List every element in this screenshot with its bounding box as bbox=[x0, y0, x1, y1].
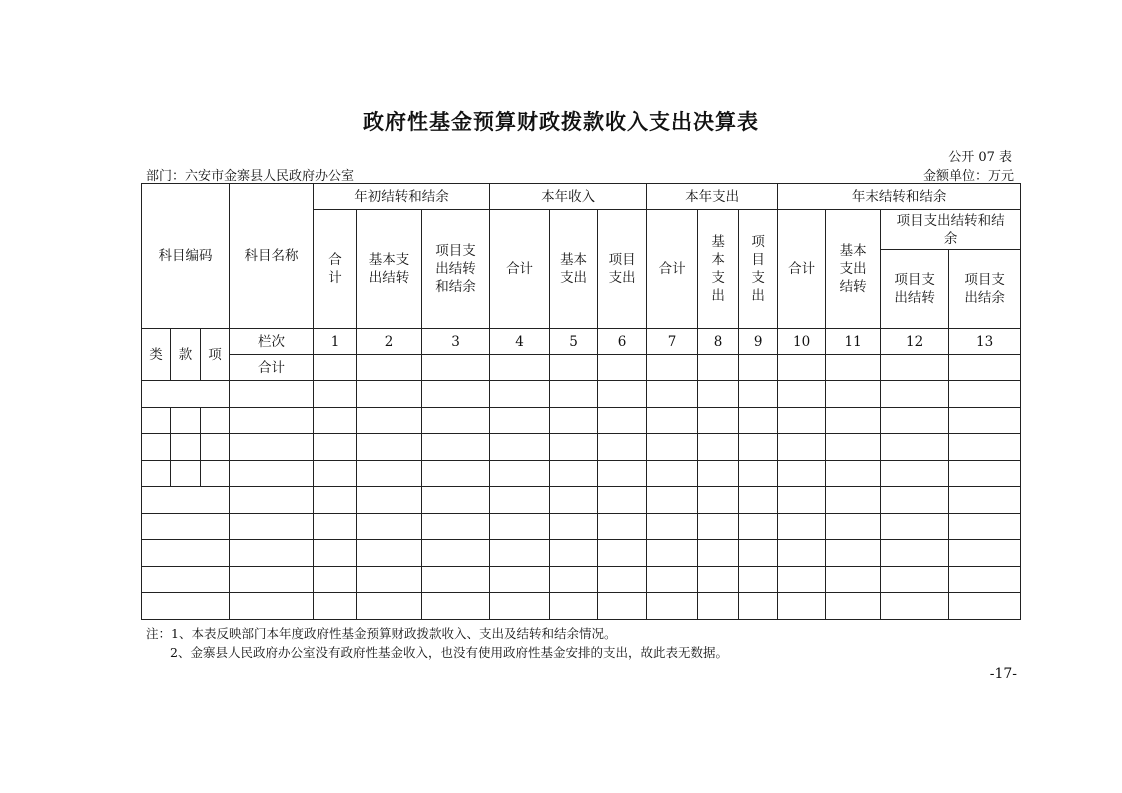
table-cell bbox=[647, 408, 698, 434]
table-cell bbox=[698, 355, 739, 381]
table-cell bbox=[550, 514, 598, 540]
table-cell bbox=[778, 567, 826, 593]
table-cell bbox=[422, 381, 490, 408]
col-header-end-total: 合计 bbox=[778, 210, 826, 329]
group-end-balance: 年末结转和结余 bbox=[778, 184, 1021, 210]
table-cell bbox=[201, 408, 230, 434]
col-header-begin-total: 合 计 bbox=[314, 210, 357, 329]
group-current-income: 本年收入 bbox=[490, 184, 647, 210]
column-number: 4 bbox=[490, 329, 550, 355]
table-cell bbox=[647, 593, 698, 620]
table-cell bbox=[778, 381, 826, 408]
table-cell bbox=[881, 540, 949, 567]
table-cell bbox=[826, 461, 881, 487]
column-number: 5 bbox=[550, 329, 598, 355]
table-cell bbox=[698, 540, 739, 567]
code-part-class: 类 bbox=[142, 329, 171, 381]
table-cell bbox=[881, 408, 949, 434]
table-cell bbox=[490, 593, 550, 620]
table-row bbox=[142, 540, 1021, 567]
table-row bbox=[142, 514, 1021, 540]
table-cell bbox=[490, 381, 550, 408]
table-cell bbox=[739, 514, 778, 540]
table-cell bbox=[142, 434, 171, 461]
table-cell bbox=[230, 434, 314, 461]
column-number: 2 bbox=[357, 329, 422, 355]
table-cell bbox=[422, 487, 490, 514]
table-cell bbox=[230, 514, 314, 540]
table-row bbox=[142, 461, 1021, 487]
table-cell bbox=[949, 593, 1021, 620]
table-cell bbox=[422, 434, 490, 461]
department-label: 部门：六安市金寨县人民政府办公室 bbox=[146, 169, 355, 184]
table-cell bbox=[550, 461, 598, 487]
table-cell bbox=[490, 514, 550, 540]
table-cell bbox=[171, 408, 201, 434]
col-header-income-project: 项目 支出 bbox=[598, 210, 647, 329]
table-cell bbox=[490, 461, 550, 487]
column-number: 10 bbox=[778, 329, 826, 355]
table-cell bbox=[422, 567, 490, 593]
column-number: 6 bbox=[598, 329, 647, 355]
table-cell bbox=[142, 514, 230, 540]
table-cell bbox=[739, 540, 778, 567]
table-cell bbox=[142, 487, 230, 514]
table-cell bbox=[881, 434, 949, 461]
table-cell bbox=[314, 434, 357, 461]
table-cell bbox=[357, 461, 422, 487]
table-cell bbox=[739, 434, 778, 461]
table-cell bbox=[647, 514, 698, 540]
col-header-begin-basic: 基本支 出结转 bbox=[357, 210, 422, 329]
table-cell bbox=[314, 461, 357, 487]
table-cell bbox=[881, 487, 949, 514]
table-cell bbox=[647, 487, 698, 514]
footnote-2: 2、金寨县人民政府办公室没有政府性基金收入，也没有使用政府性基金安排的支出，故此表无数据。 bbox=[170, 645, 728, 660]
table-cell bbox=[314, 514, 357, 540]
table-cell bbox=[778, 408, 826, 434]
col-header-income-total: 合计 bbox=[490, 210, 550, 329]
subject-code-header: 科目编码 bbox=[142, 184, 230, 329]
table-cell bbox=[826, 434, 881, 461]
column-number: 3 bbox=[422, 329, 490, 355]
table-number: 公开 07 表 bbox=[948, 150, 1012, 165]
table-cell bbox=[550, 355, 598, 381]
table-cell bbox=[598, 567, 647, 593]
table-cell bbox=[357, 593, 422, 620]
table-cell bbox=[357, 514, 422, 540]
table-cell bbox=[826, 514, 881, 540]
column-number: 1 bbox=[314, 329, 357, 355]
table-cell bbox=[778, 540, 826, 567]
table-cell bbox=[881, 593, 949, 620]
table-cell bbox=[698, 461, 739, 487]
col-header-expense-basic: 基 本 支 出 bbox=[698, 210, 739, 329]
col-header-end-project-balance: 项目支 出结余 bbox=[949, 250, 1021, 329]
table-cell bbox=[598, 593, 647, 620]
table-cell bbox=[422, 593, 490, 620]
table-cell bbox=[881, 567, 949, 593]
column-number: 8 bbox=[698, 329, 739, 355]
table-cell bbox=[490, 434, 550, 461]
col-header-end-project-carry: 项目支 出结转 bbox=[881, 250, 949, 329]
table-cell bbox=[739, 567, 778, 593]
table-cell bbox=[739, 381, 778, 408]
table-cell bbox=[647, 434, 698, 461]
table-cell bbox=[647, 461, 698, 487]
table-cell bbox=[422, 408, 490, 434]
table-cell bbox=[550, 434, 598, 461]
table-cell bbox=[881, 514, 949, 540]
col-header-end-project-group: 项目支出结转和结 余 bbox=[881, 210, 1021, 250]
table-cell bbox=[778, 434, 826, 461]
table-cell bbox=[422, 514, 490, 540]
table-cell bbox=[357, 408, 422, 434]
table-cell bbox=[647, 381, 698, 408]
column-number: 13 bbox=[949, 329, 1021, 355]
table-cell bbox=[490, 355, 550, 381]
subject-name-header: 科目名称 bbox=[230, 184, 314, 329]
table-cell bbox=[598, 408, 647, 434]
footnotes bbox=[146, 624, 728, 662]
table-cell bbox=[778, 514, 826, 540]
table-cell bbox=[698, 514, 739, 540]
table-cell bbox=[314, 567, 357, 593]
table-cell bbox=[357, 487, 422, 514]
table-cell bbox=[949, 434, 1021, 461]
table-cell bbox=[550, 381, 598, 408]
table-cell bbox=[739, 593, 778, 620]
table-cell bbox=[490, 567, 550, 593]
page-title: 政府性基金预算财政拨款收入支出决算表 bbox=[363, 110, 759, 134]
table-cell bbox=[230, 487, 314, 514]
table-cell bbox=[949, 381, 1021, 408]
table-cell bbox=[881, 381, 949, 408]
table-row bbox=[142, 381, 1021, 408]
table-cell bbox=[314, 487, 357, 514]
table-cell bbox=[230, 408, 314, 434]
table-cell bbox=[949, 355, 1021, 381]
col-header-income-basic: 基本 支出 bbox=[550, 210, 598, 329]
table-cell bbox=[949, 461, 1021, 487]
table-cell bbox=[949, 408, 1021, 434]
col-header-expense-total: 合计 bbox=[647, 210, 698, 329]
table-cell bbox=[778, 593, 826, 620]
table-cell bbox=[826, 487, 881, 514]
table-cell bbox=[826, 567, 881, 593]
table-cell bbox=[314, 381, 357, 408]
footnote-1: 注：1、本表反映部门本年度政府性基金预算财政拨款收入、支出及结转和结余情况。 bbox=[146, 626, 617, 641]
table-cell bbox=[826, 540, 881, 567]
table-cell bbox=[314, 408, 357, 434]
table-cell bbox=[490, 540, 550, 567]
table-cell bbox=[357, 434, 422, 461]
table-cell bbox=[598, 355, 647, 381]
column-number: 12 bbox=[881, 329, 949, 355]
table-cell bbox=[647, 540, 698, 567]
total-row-label: 合计 bbox=[230, 355, 314, 381]
table-row bbox=[142, 567, 1021, 593]
table-cell bbox=[778, 487, 826, 514]
table-cell bbox=[826, 355, 881, 381]
column-number: 7 bbox=[647, 329, 698, 355]
group-begin-balance: 年初结转和结余 bbox=[314, 184, 490, 210]
table-cell bbox=[422, 540, 490, 567]
table-cell bbox=[778, 355, 826, 381]
table-row bbox=[142, 593, 1021, 620]
group-current-expense: 本年支出 bbox=[647, 184, 778, 210]
table-cell bbox=[949, 514, 1021, 540]
table-cell bbox=[598, 461, 647, 487]
table-cell bbox=[826, 381, 881, 408]
column-number: 9 bbox=[739, 329, 778, 355]
table-cell bbox=[739, 487, 778, 514]
table-cell bbox=[422, 355, 490, 381]
column-number: 11 bbox=[826, 329, 881, 355]
table-cell bbox=[230, 593, 314, 620]
table-cell bbox=[949, 567, 1021, 593]
table-cell bbox=[201, 461, 230, 487]
table-cell bbox=[826, 408, 881, 434]
table-cell bbox=[357, 355, 422, 381]
table-cell bbox=[826, 593, 881, 620]
col-header-end-basic: 基本 支出 结转 bbox=[826, 210, 881, 329]
table-cell bbox=[490, 487, 550, 514]
code-part-section: 款 bbox=[171, 329, 201, 381]
table-cell bbox=[314, 355, 357, 381]
table-cell bbox=[550, 567, 598, 593]
table-cell bbox=[357, 567, 422, 593]
table-cell bbox=[698, 593, 739, 620]
table-cell bbox=[230, 540, 314, 567]
table-cell bbox=[142, 408, 171, 434]
table-row bbox=[142, 408, 1021, 434]
col-header-expense-project: 项 目 支 出 bbox=[739, 210, 778, 329]
table-row bbox=[142, 434, 1021, 461]
table-cell bbox=[142, 461, 171, 487]
table-cell bbox=[739, 408, 778, 434]
table-cell bbox=[647, 567, 698, 593]
table-cell bbox=[598, 381, 647, 408]
table-cell bbox=[357, 540, 422, 567]
table-cell bbox=[550, 593, 598, 620]
table-cell bbox=[739, 355, 778, 381]
table-cell bbox=[142, 593, 230, 620]
table-cell bbox=[171, 434, 201, 461]
table-cell bbox=[881, 461, 949, 487]
table-cell bbox=[698, 381, 739, 408]
table-cell bbox=[598, 487, 647, 514]
amount-unit-label: 金额单位：万元 bbox=[922, 169, 1014, 184]
table-cell bbox=[314, 540, 357, 567]
col-header-begin-project: 项目支 出结转 和结余 bbox=[422, 210, 490, 329]
column-index-label: 栏次 bbox=[230, 329, 314, 355]
table-cell bbox=[698, 487, 739, 514]
table-cell bbox=[550, 408, 598, 434]
table-cell bbox=[230, 461, 314, 487]
table-cell bbox=[698, 408, 739, 434]
table-cell bbox=[142, 540, 230, 567]
table-cell bbox=[598, 540, 647, 567]
table-cell bbox=[422, 461, 490, 487]
table-cell bbox=[171, 461, 201, 487]
table-cell bbox=[230, 567, 314, 593]
table-cell bbox=[230, 381, 314, 408]
table-cell bbox=[778, 461, 826, 487]
table-cell bbox=[598, 434, 647, 461]
table-cell bbox=[550, 540, 598, 567]
table-cell bbox=[142, 567, 230, 593]
table-cell bbox=[881, 355, 949, 381]
table-cell bbox=[201, 434, 230, 461]
table-cell bbox=[550, 487, 598, 514]
code-part-item: 项 bbox=[201, 329, 230, 381]
page-number: -17- bbox=[989, 666, 1017, 682]
table-cell bbox=[739, 461, 778, 487]
table-cell bbox=[490, 408, 550, 434]
table-row bbox=[142, 487, 1021, 514]
budget-table bbox=[141, 183, 1021, 620]
table-cell bbox=[698, 567, 739, 593]
table-cell bbox=[142, 381, 230, 408]
table-cell bbox=[647, 355, 698, 381]
table-cell bbox=[949, 540, 1021, 567]
table-cell bbox=[949, 487, 1021, 514]
table-cell bbox=[598, 514, 647, 540]
table-cell bbox=[357, 381, 422, 408]
table-cell bbox=[314, 593, 357, 620]
table-cell bbox=[698, 434, 739, 461]
